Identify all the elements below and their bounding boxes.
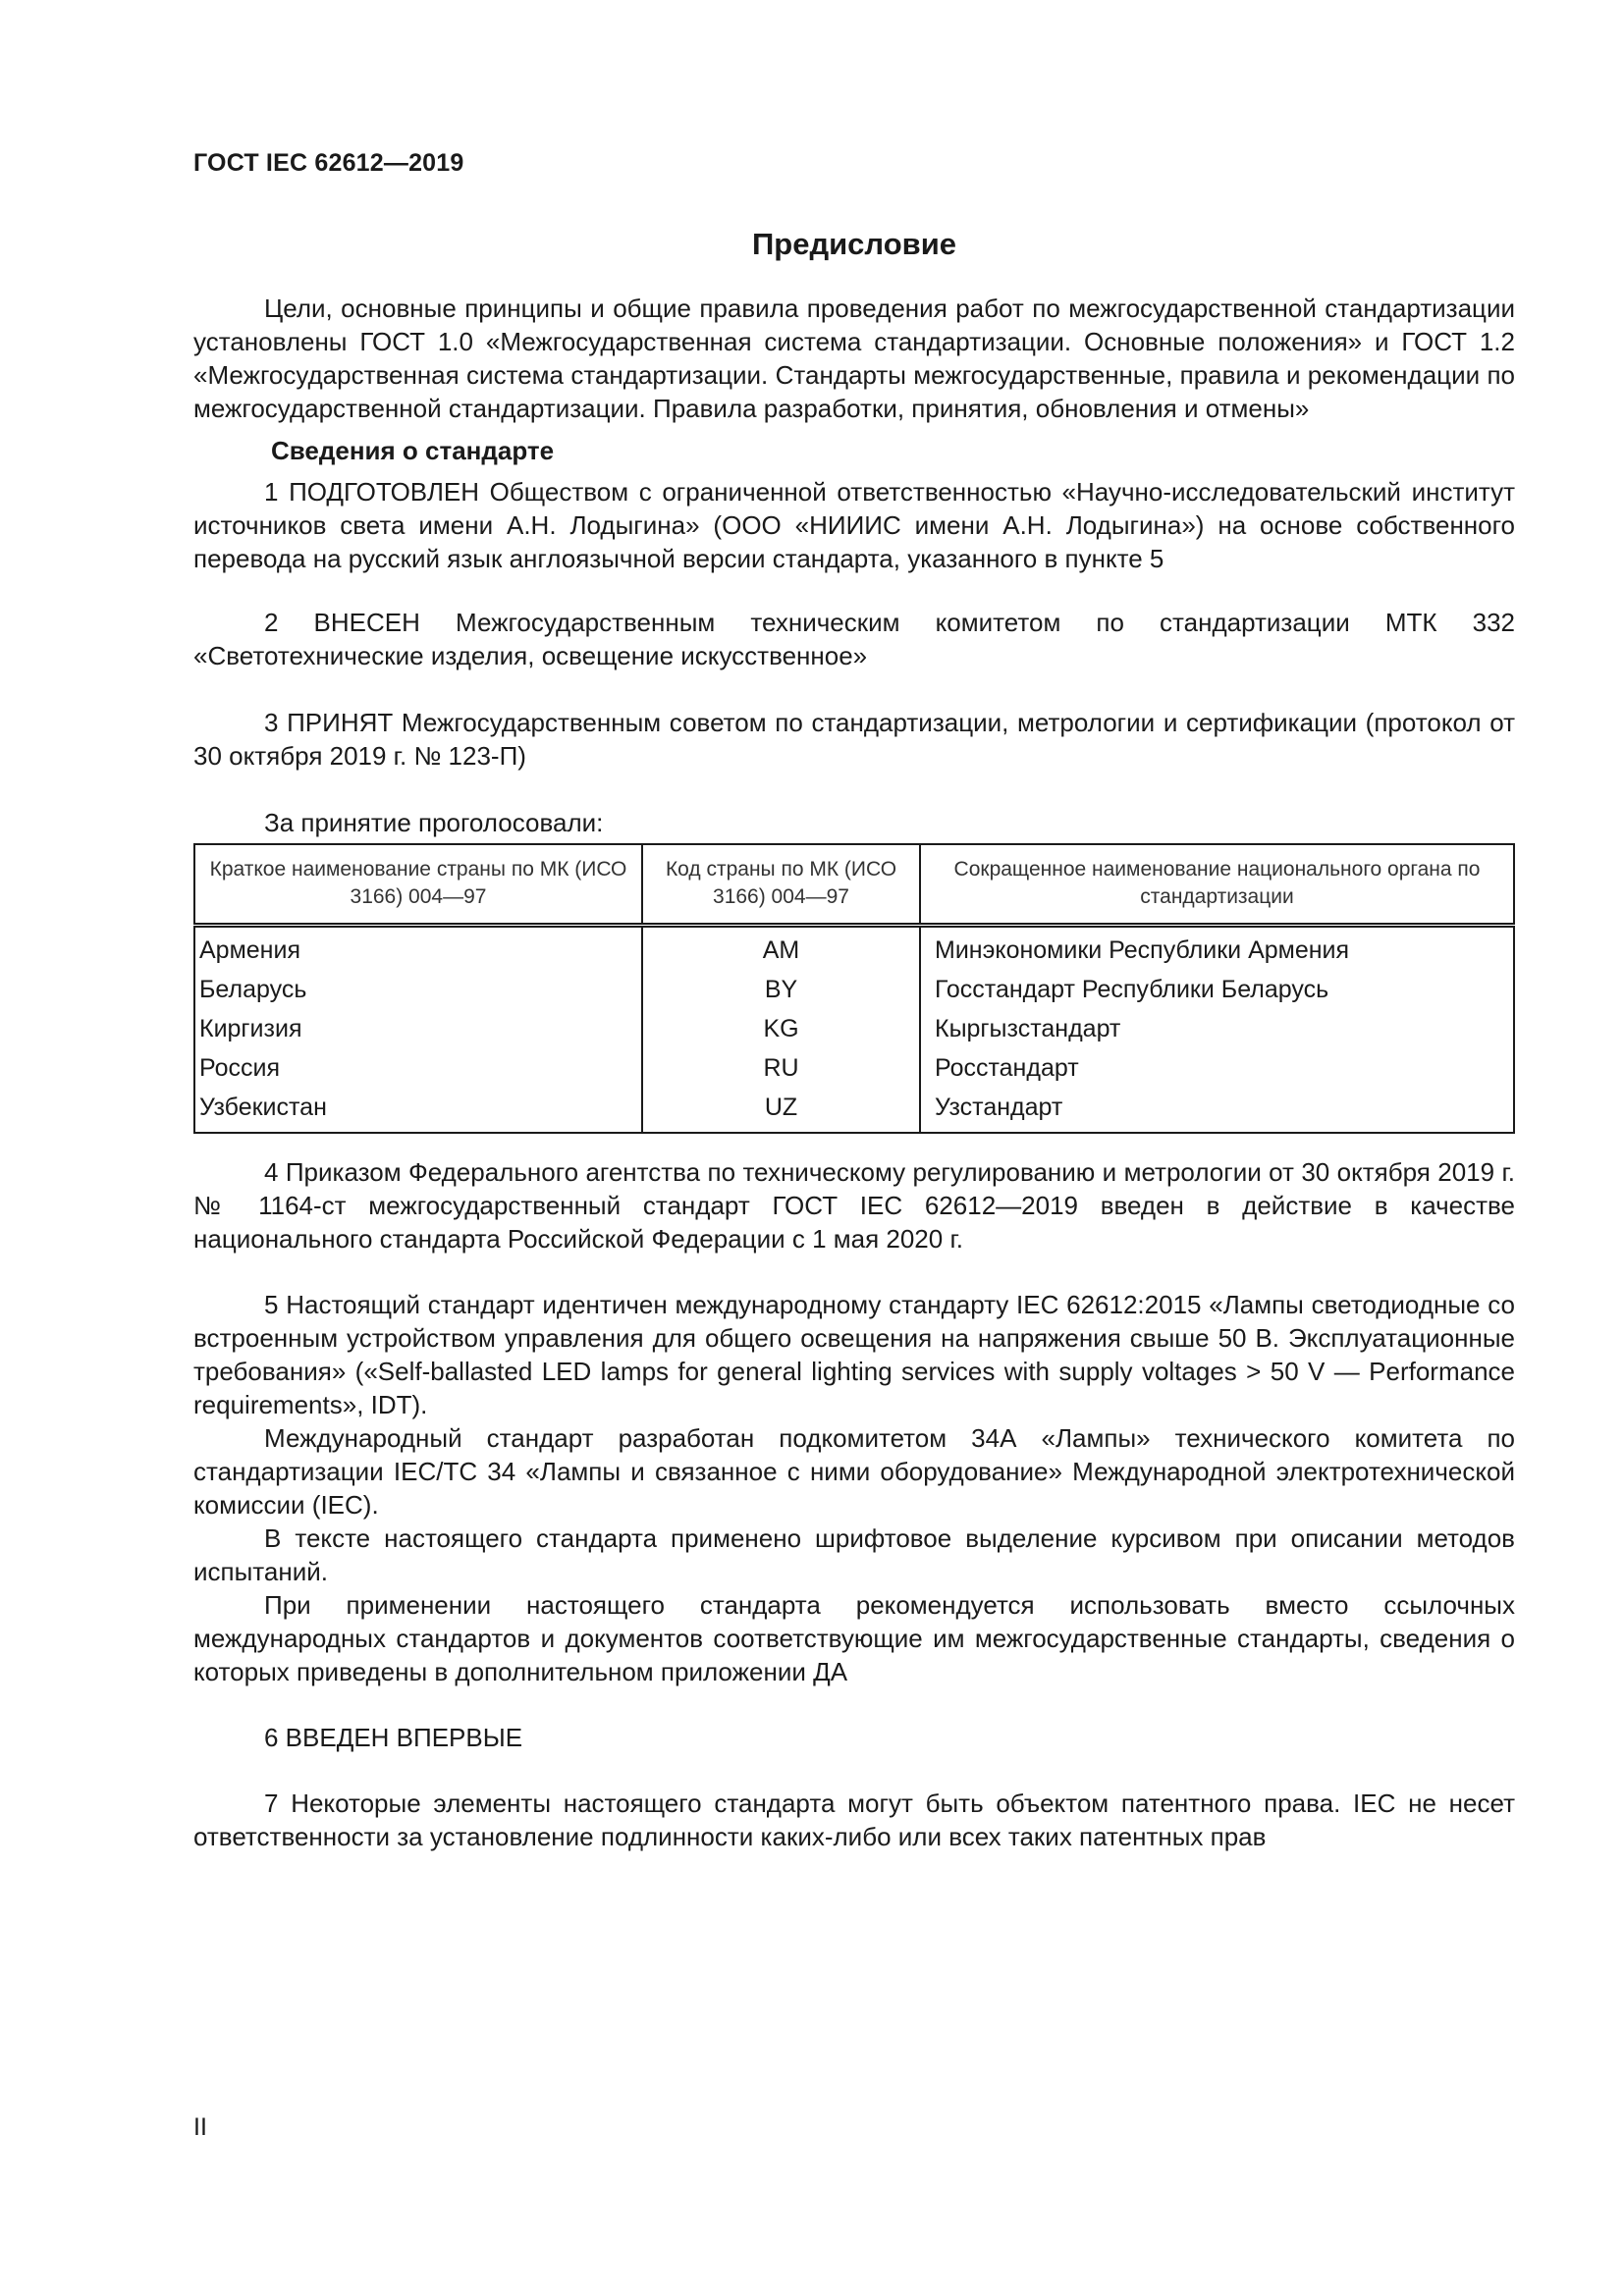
standards-body-cell: Госстандарт Республики Беларусь [935,976,1329,1003]
table-row [194,1048,1514,1088]
standards-body-cell: Кыргызстандарт [935,1015,1121,1042]
vote-caption: За принятие проголосовали: [264,808,604,837]
standards-body-cell: Росстандарт [935,1054,1079,1082]
column-header-country: Краткое наименование страны по МК (ИСО 3166) 004—97 [194,844,642,926]
column-header-code: Код страны по МК (ИСО 3166) 004—97 [642,844,920,926]
code-cell: AM [642,926,920,971]
item-4-paragraph: 4 Приказом Федерального агентства по техническому регулированию и метрологии от 30 октября 2019 г. № 1164-ст межгосударственный стандарт ГОСТ IEC 62612—2019 введен в действие в качестве национального стандарта Российской Федерации с 1 мая 2020 г. [193,1157,1515,1254]
code-cell: BY [642,970,920,1009]
column-header-body: Сокращенное наименование национального органа по стандартизации [920,844,1514,926]
country-cell: Узбекистан [194,1088,642,1133]
country-cell: Армения [194,926,642,971]
country-cell: Россия [194,1048,642,1088]
standards-body-cell: Узстандарт [935,1094,1063,1121]
item-3-paragraph: 3 ПРИНЯТ Межгосударственным советом по стандартизации, метрологии и сертификации (протокол от 30 октября 2019 г. № 123-П) [193,708,1515,771]
code-cell: RU [642,1048,920,1088]
item-5-references-paragraph: При применении настоящего стандарта рекомендуется использовать вместо ссылочных международных стандартов и документов соответствующие им межгосударственные стандарты, сведения о которых приведены в дополнительном приложении ДА [193,1590,1515,1686]
table-row [194,926,1514,971]
table-row [194,1088,1514,1133]
item-5-paragraph: 5 Настоящий стандарт идентичен международному стандарту IEC 62612:2015 «Лампы светодиодные со встроенным устройством управления для общего освещения на напряжения свыше 50 В. Эксплуатационные требования» («Self-ballasted LED lamps for general lighting services with supply voltages > 50 V — Performance requirements», IDT). [193,1290,1515,1419]
country-cell: Киргизия [194,1009,642,1048]
table-row [194,1009,1514,1048]
item-5-origin-paragraph: Международный стандарт разработан подкомитетом 34А «Лампы» технического комитета по стандартизации IEC/TC 34 «Лампы и связанное с ними оборудование» Международной электротехнической комиссии (IEC). [193,1423,1515,1520]
member-states-table [193,843,1515,1134]
item-5-font-note-paragraph: В тексте настоящего стандарта применено шрифтовое выделение курсивом при описании методов испытаний. [193,1523,1515,1586]
item-7-paragraph: 7 Некоторые элементы настоящего стандарта могут быть объектом патентного права. IEC не несет ответственности за установление подлинности каких-либо или всех таких патентных прав [193,1789,1515,1851]
intro-paragraph: Цели, основные принципы и общие правила проведения работ по межгосударственной стандартизации установлены ГОСТ 1.0 «Межгосударственная система стандартизации. Основные положения» и ГОСТ 1.2 «Межгосударственная система стандартизации. Стандарты межгосударственные, правила и рекомендации по межгосударственной стандартизации. Правила разработки, принятия, обновления и отмены» [193,294,1515,423]
page-number: II [193,2113,207,2141]
document-body [193,292,1515,1853]
table-row [194,970,1514,1009]
section-heading: Сведения о стандарте [271,436,555,465]
code-cell: UZ [642,1088,920,1133]
item-6-paragraph: 6 ВВЕДЕН ВПЕРВЫЕ [264,1723,523,1752]
code-cell: KG [642,1009,920,1048]
standards-body-cell: Минэкономики Республики Армения [935,936,1350,964]
document-id: ГОСТ IEC 62612—2019 [193,149,464,177]
page-title: Предисловие [751,227,956,261]
country-cell: Беларусь [194,970,642,1009]
item-2-paragraph: 2 ВНЕСЕН Межгосударственным техническим комитетом по стандартизации МТК 332 «Светотехнические изделия, освещение искусственное» [193,608,1515,670]
item-1-paragraph: 1 ПОДГОТОВЛЕН Обществом с ограниченной ответственностью «Научно-исследовательский институт источников света имени А.Н. Лодыгина» (ООО «НИИИС имени А.Н. Лодыгина») на основе собственного перевода на русский язык англоязычной версии стандарта, указанного в пункте 5 [193,477,1515,573]
table-header-row [194,844,1514,926]
